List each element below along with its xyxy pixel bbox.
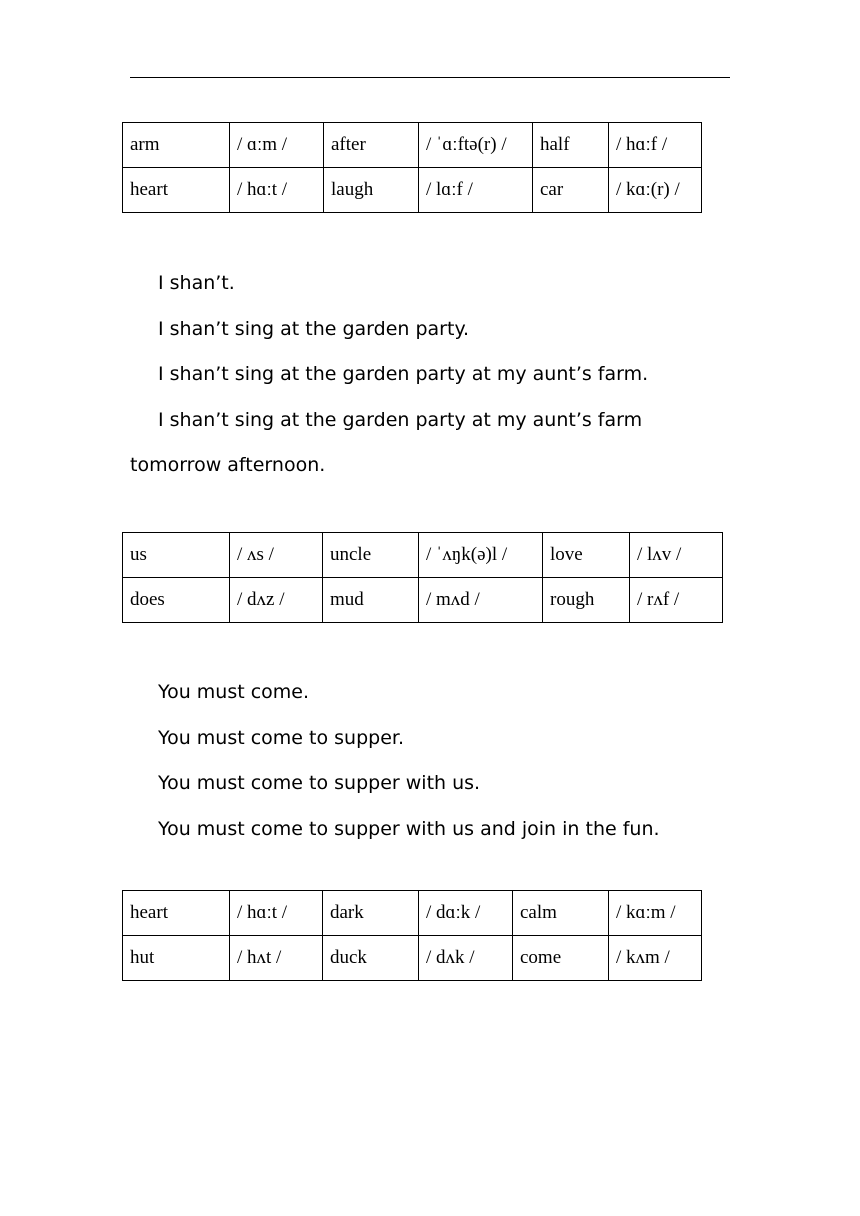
phonetic-cell: / ɑːm /: [230, 123, 324, 168]
phonetic-cell: / dʌk /: [419, 936, 513, 981]
word-cell: laugh: [324, 168, 419, 213]
header-rule: [130, 77, 730, 78]
phonetic-table-2: [122, 532, 723, 623]
word-cell: uncle: [323, 533, 419, 578]
word-cell: car: [533, 168, 609, 213]
phonetic-cell: / hɑːt /: [230, 891, 323, 936]
phonetic-cell: / lɑːf /: [419, 168, 533, 213]
phonetic-cell: / dʌz /: [230, 578, 323, 623]
table-row: [123, 578, 723, 623]
phonetic-cell: / rʌf /: [630, 578, 723, 623]
word-cell: heart: [123, 891, 230, 936]
phonetic-cell: / kʌm /: [609, 936, 702, 981]
phonetic-cell: / ʌs /: [230, 533, 323, 578]
phonetic-cell: / lʌv /: [630, 533, 723, 578]
word-cell: us: [123, 533, 230, 578]
drill-line: I shan’t sing at the garden party at my aunt’s farm.: [158, 363, 649, 385]
word-cell: duck: [323, 936, 419, 981]
word-cell: heart: [123, 168, 230, 213]
drill-sentences-1: [130, 261, 730, 489]
phonetic-cell: / ˈɑːftə(r) /: [419, 123, 533, 168]
word-cell: half: [533, 123, 609, 168]
drill-line: You must come.: [158, 681, 310, 703]
word-cell: calm: [513, 891, 609, 936]
table-row: [123, 533, 723, 578]
phonetic-cell: / mʌd /: [419, 578, 543, 623]
phonetic-table-3: [122, 890, 702, 981]
drill-line: I shan’t.: [158, 272, 235, 294]
phonetic-cell: / dɑːk /: [419, 891, 513, 936]
word-cell: arm: [123, 123, 230, 168]
drill-line: You must come to supper.: [158, 726, 405, 749]
word-cell: does: [123, 578, 230, 623]
drill-sentences-2: [130, 670, 730, 852]
drill-line: You must come to supper with us and join in the fun.: [158, 817, 660, 840]
phonetic-cell: / ˈʌŋk(ə)l /: [419, 533, 543, 578]
word-cell: mud: [323, 578, 419, 623]
drill-line: I shan’t sing at the garden party.: [158, 317, 470, 340]
table-row: [123, 123, 702, 168]
phonetic-cell: / kɑːm /: [609, 891, 702, 936]
word-cell: come: [513, 936, 609, 981]
drill-line: You must come to supper with us.: [158, 772, 481, 794]
table-row: [123, 168, 702, 213]
word-cell: dark: [323, 891, 419, 936]
drill-line: I shan’t sing at the garden party at my aunt’s farm tomorrow afternoon.: [130, 408, 643, 476]
table-row: [123, 936, 702, 981]
word-cell: hut: [123, 936, 230, 981]
table-row: [123, 891, 702, 936]
word-cell: after: [324, 123, 419, 168]
phonetic-cell: / hɑːt /: [230, 168, 324, 213]
word-cell: rough: [543, 578, 630, 623]
phonetic-cell: / kɑː(r) /: [609, 168, 702, 213]
phonetic-cell: / hʌt /: [230, 936, 323, 981]
word-cell: love: [543, 533, 630, 578]
phonetic-table-1: [122, 122, 702, 213]
phonetic-cell: / hɑːf /: [609, 123, 702, 168]
